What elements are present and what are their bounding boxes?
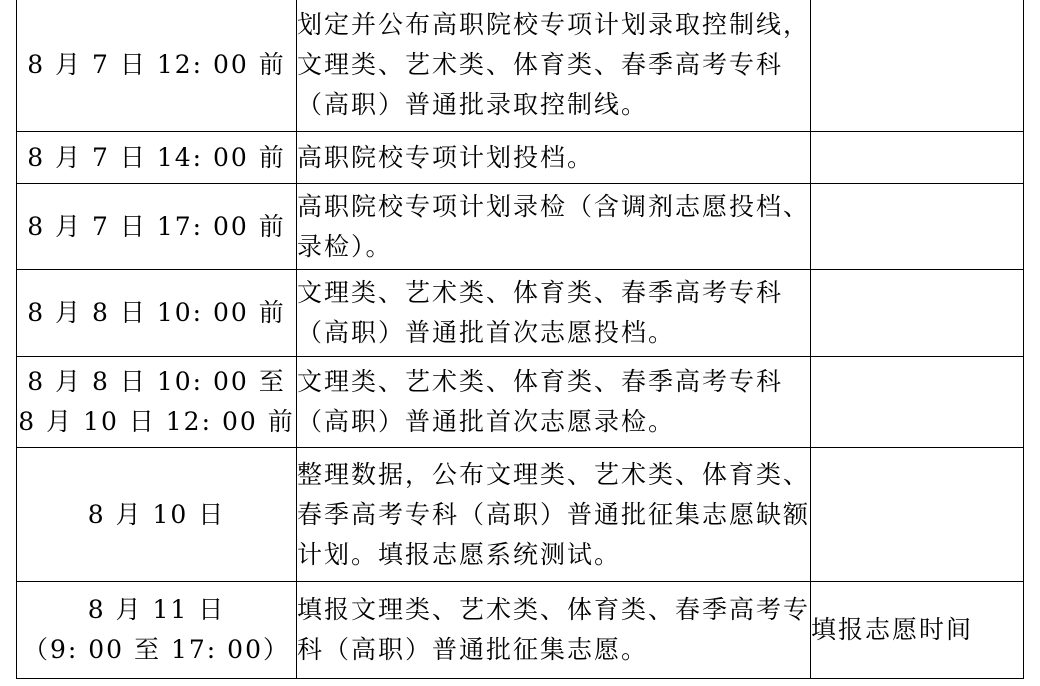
content-cell: 高职院校专项计划录检（含调剂志愿投档、录检）。 — [297, 184, 811, 270]
time-text: 8 月 10 日 12: 00 前 — [18, 407, 295, 436]
time-cell — [17, 0, 297, 132]
time-cell — [17, 582, 297, 679]
note-cell — [811, 132, 1024, 184]
note-cell — [811, 0, 1024, 132]
table-row — [17, 184, 1024, 270]
time-text: 8 月 8 日 10: 00 前 — [27, 298, 286, 327]
time-text: （9: 00 至 17: 00） — [23, 635, 290, 664]
table-row — [17, 357, 1024, 448]
time-cell — [17, 132, 297, 184]
time-text: 8 月 7 日 14: 00 前 — [27, 142, 286, 172]
time-cell — [17, 357, 297, 448]
time-cell — [17, 270, 297, 357]
schedule-table — [16, 0, 1024, 679]
time-text: 8 月 7 日 17: 00 前 — [27, 211, 286, 241]
table-row — [17, 132, 1024, 184]
content-cell: 整理数据，公布文理类、艺术类、体育类、春季高考专科（高职）普通批征集志愿缺额计划。填报志愿系统测试。 — [297, 448, 811, 582]
time-cell — [17, 184, 297, 270]
time-text: 8 月 10 日 — [87, 499, 226, 529]
note-cell — [811, 184, 1024, 270]
time-text: 8 月 7 日 12: 00 前 — [27, 49, 286, 79]
content-cell: 填报文理类、艺术类、体育类、春季高考专科（高职）普通批征集志愿。 — [297, 582, 811, 679]
table-row — [17, 270, 1024, 357]
time-text: 8 月 11 日 — [87, 595, 226, 624]
note-cell — [811, 448, 1024, 582]
note-cell: 填报志愿时间 — [811, 582, 1024, 679]
time-text: 8 月 8 日 10: 00 至 — [27, 367, 286, 396]
table-row — [17, 448, 1024, 582]
content-cell: 划定并公布高职院校专项计划录取控制线，文理类、艺术类、体育类、春季高考专科（高职）普通批录取控制线。 — [297, 0, 811, 132]
note-cell — [811, 357, 1024, 448]
content-cell: 高职院校专项计划投档。 — [297, 132, 811, 184]
note-cell — [811, 270, 1024, 357]
table-row — [17, 0, 1024, 132]
content-cell: 文理类、艺术类、体育类、春季高考专科（高职）普通批首次志愿投档。 — [297, 270, 811, 357]
table-row — [17, 582, 1024, 679]
time-cell — [17, 448, 297, 582]
content-cell: 文理类、艺术类、体育类、春季高考专科（高职）普通批首次志愿录检。 — [297, 357, 811, 448]
